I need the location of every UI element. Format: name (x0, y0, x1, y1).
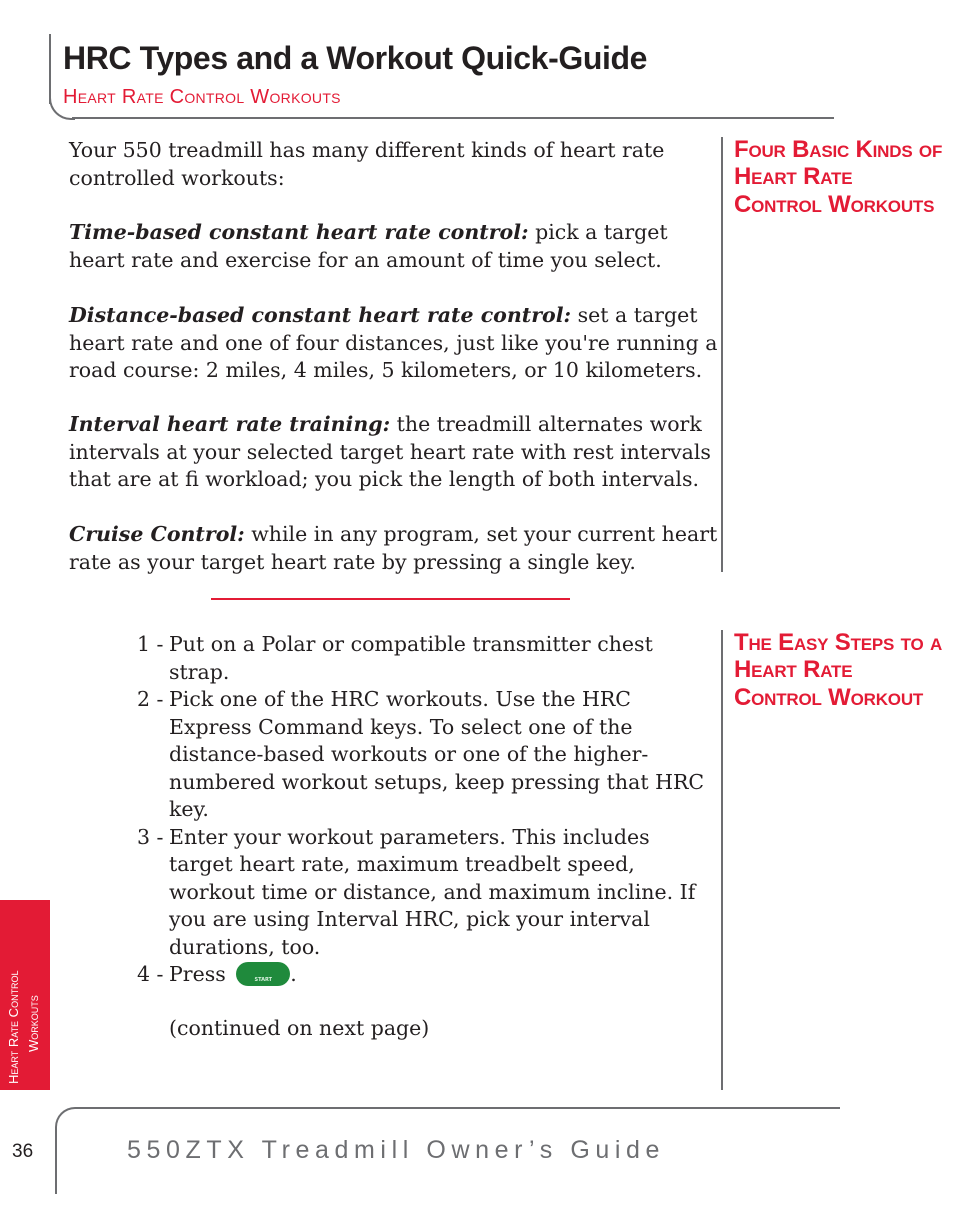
workout-type-desc: the treadmill alternates work intervals at your selected target heart rate with rest intervals that are at fi workload; you pick the length of both intervals. (69, 412, 711, 491)
continued-note: (continued on next page) (169, 1016, 430, 1040)
start-button-icon (236, 962, 290, 986)
workout-type-time-based (69, 219, 719, 274)
side-tab-line: Workouts (26, 995, 41, 1052)
workout-type-desc: set a target heart rate and one of four distances, just like you're running a road course: 2 miles, 4 miles, 5 kilometers, or 10 kilometers. (69, 303, 718, 382)
workout-type-term: Cruise Control: (69, 522, 245, 546)
column-divider-bottom (721, 630, 723, 1090)
workout-type-cruise-control (69, 521, 719, 576)
step-number: 2 - (137, 687, 164, 711)
guide-title: 550ZTX Treadmill Owner’s Guide (127, 1136, 666, 1164)
section-separator (211, 598, 570, 600)
footer-frame-line (55, 1130, 57, 1194)
list-item (137, 631, 707, 686)
steps-list (137, 631, 707, 989)
workout-type-desc: pick a target heart rate and exercise for an amount of time you select. (69, 220, 668, 272)
step-number: 1 - (137, 632, 164, 656)
workout-type-term: Time-based constant heart rate control: (69, 220, 529, 244)
workout-type-desc: while in any program, set your current heart rate as your target heart rate by pressing a single key. (69, 522, 718, 574)
workout-type-term: Distance-based constant heart rate control: (69, 303, 572, 327)
side-tab (0, 900, 50, 1090)
start-button-label: START (254, 977, 273, 983)
list-item (137, 824, 707, 962)
list-item (137, 961, 707, 989)
page-number: 36 (12, 1141, 34, 1162)
step-text: Put on a Polar or compatible transmitter chest strap. (169, 632, 653, 684)
step-text-after: . (290, 962, 297, 986)
side-tab-line: Heart Rate Control (6, 970, 21, 1084)
step-number: 4 - (137, 962, 164, 986)
column-divider-top (721, 137, 723, 572)
footer-rule (76, 1107, 840, 1109)
workout-type-distance-based (69, 302, 719, 385)
footer-frame-corner (55, 1107, 79, 1135)
step-number: 3 - (137, 824, 164, 849)
step-text: Press (169, 962, 226, 986)
page-title: HRC Types and a Workout Quick-Guide (63, 40, 648, 76)
side-heading-four-basic-kinds: Four Basic Kinds of Heart Rate Control Workouts (734, 136, 943, 218)
workout-type-interval (69, 411, 719, 494)
side-tab-label (4, 904, 44, 1084)
header-rule (72, 117, 834, 119)
intro-paragraph: Your 550 treadmill has many different kinds of heart rate controlled workouts: (69, 138, 665, 190)
step-text: Enter your workout parameters. This includes target heart rate, maximum treadbelt speed, workout time or distance, and maximum incline. If you are using Interval HRC, pick your interval durations, too. (169, 824, 696, 959)
workout-type-term: Interval heart rate training: (69, 412, 391, 436)
side-heading-easy-steps: The Easy Steps to a Heart Rate Control Workout (734, 629, 943, 711)
step-text: Pick one of the HRC workouts. Use the HRC Express Command keys. To select one of the distance-based workouts or one of the higher-numbered workout setups, keep pressing that HRC key. (169, 687, 705, 821)
page-subtitle: Heart Rate Control Workouts (63, 86, 341, 108)
list-item (137, 686, 707, 824)
